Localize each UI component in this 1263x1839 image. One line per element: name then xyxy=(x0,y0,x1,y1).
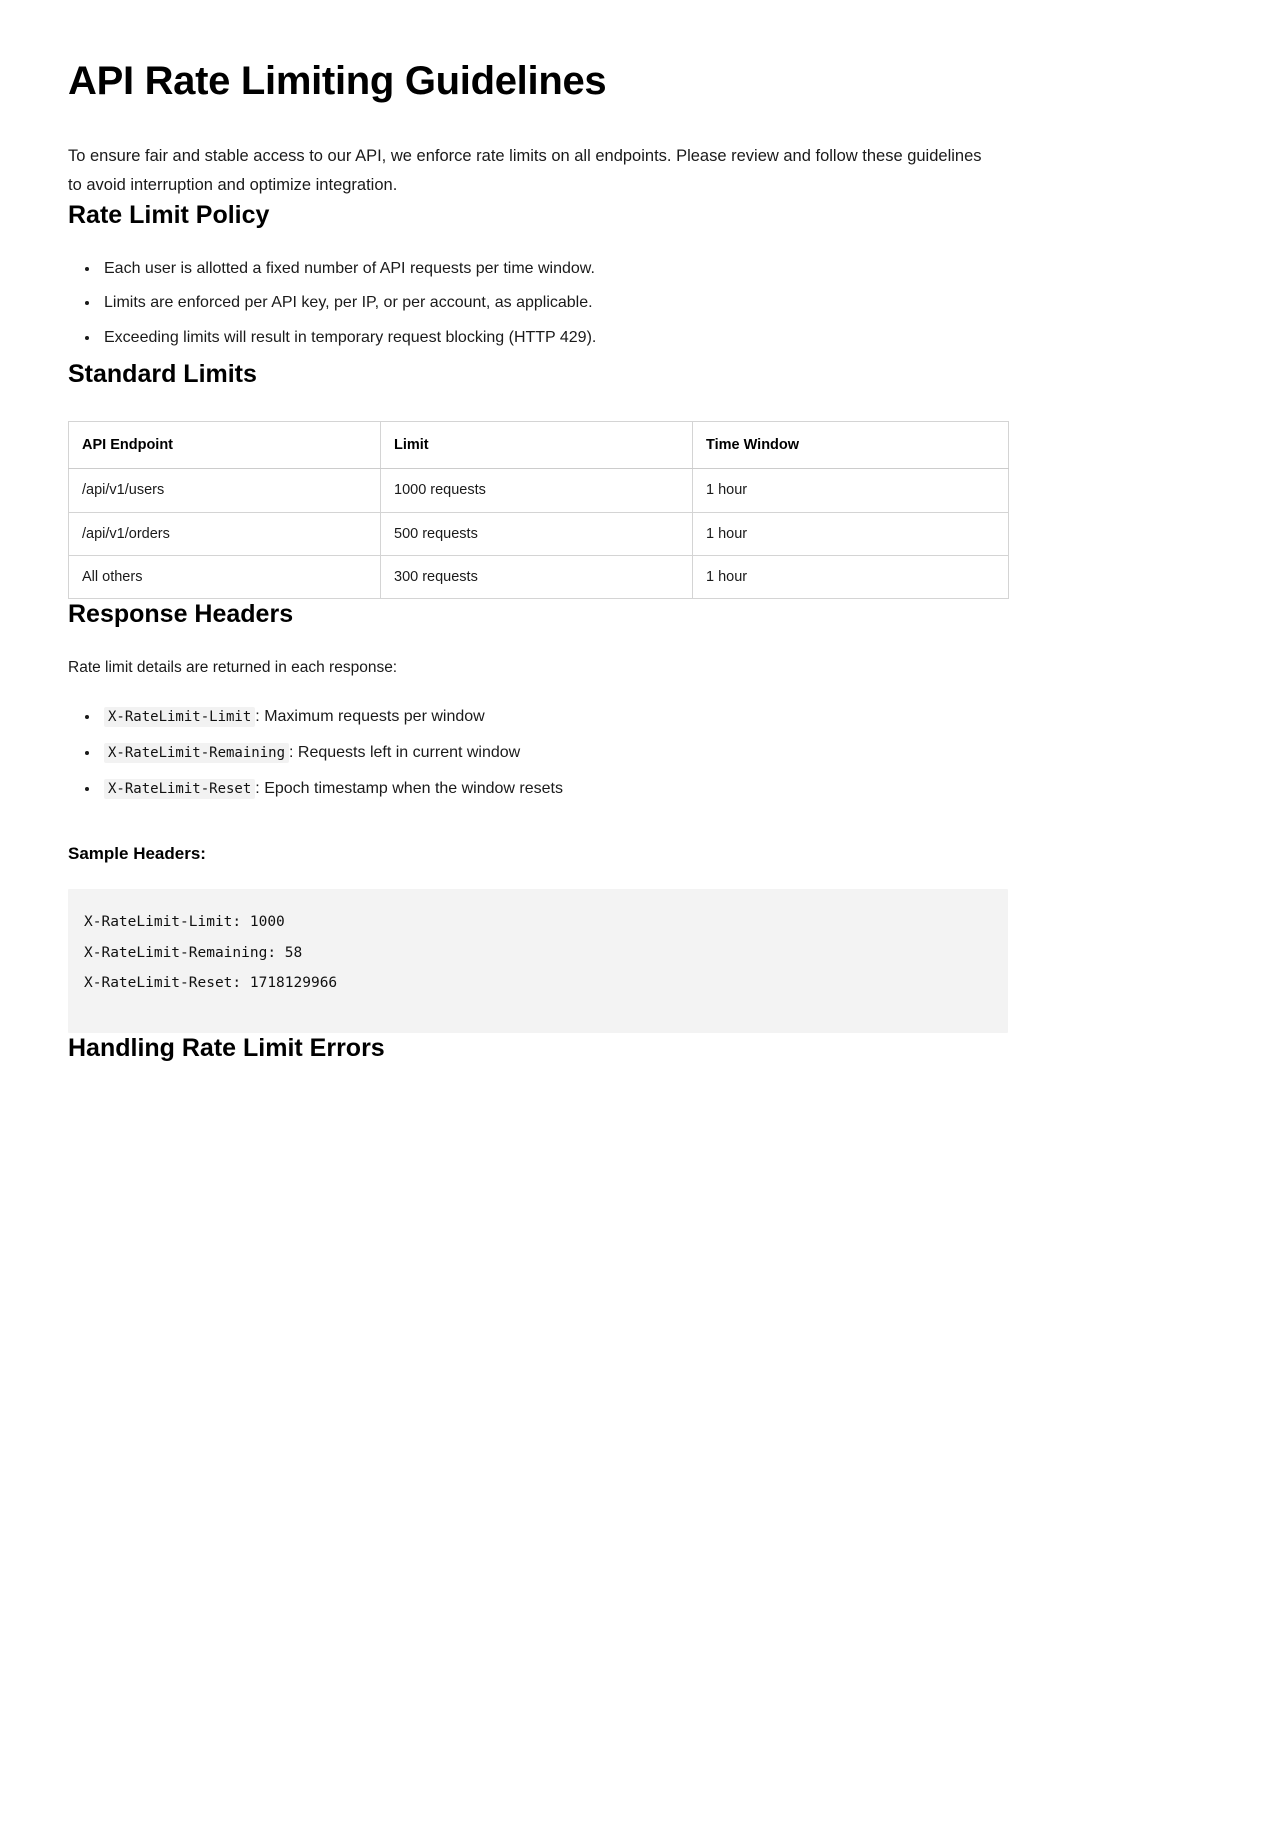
table-row xyxy=(69,469,1009,512)
list-item xyxy=(100,703,1008,730)
column-header-api-endpoint: API Endpoint xyxy=(69,421,381,468)
page-title: API Rate Limiting Guidelines xyxy=(68,59,607,103)
code-span-ratelimit-limit: X-RateLimit-Limit xyxy=(104,707,255,727)
table-header-row xyxy=(69,421,1009,468)
list-item: • Each user is allotted a fixed number of API requests per time window. xyxy=(100,256,1008,282)
section-heading-response-headers: Response Headers xyxy=(68,600,294,629)
section-heading-handling-rate-limit-errors: Handling Rate Limit Errors xyxy=(68,1033,385,1062)
cell-api-endpoint: /api/v1/orders xyxy=(69,512,381,555)
sample-headers-code-block xyxy=(68,889,1008,1032)
rate-limit-policy-list xyxy=(68,256,1008,351)
standard-limits-table xyxy=(68,421,1009,599)
table-row xyxy=(69,512,1009,555)
list-item xyxy=(100,739,1008,766)
cell-time-window: 1 hour xyxy=(693,469,1009,512)
cell-limit: 500 requests xyxy=(381,512,693,555)
document-content xyxy=(68,58,1008,1063)
cell-time-window: 1 hour xyxy=(693,555,1009,598)
cell-api-endpoint: All others xyxy=(69,555,381,598)
section-heading-standard-limits: Standard Limits xyxy=(68,359,257,388)
code-line: X-RateLimit-Remaining: 58 xyxy=(84,944,303,961)
list-item: • Limits are enforced per API key, per IP, or per account, as applicable. xyxy=(100,290,1008,316)
cell-time-window: 1 hour xyxy=(693,512,1009,555)
section-heading-rate-limit-policy: Rate Limit Policy xyxy=(68,200,270,229)
intro-paragraph: To ensure fair and stable access to our API, we enforce rate limits on all endpoints. Please review and follow these guidelines to avoid interruption and optimize integration. xyxy=(68,147,982,194)
code-span-ratelimit-reset: X-RateLimit-Reset xyxy=(104,779,255,799)
subheading-sample-headers: Sample Headers: xyxy=(68,844,206,864)
list-item-description: : Maximum requests per window xyxy=(255,707,485,725)
table-header xyxy=(69,421,1009,468)
column-header-time-window: Time Window xyxy=(693,421,1009,468)
list-item xyxy=(100,775,1008,802)
cell-limit: 300 requests xyxy=(381,555,693,598)
list-item-description: : Epoch timestamp when the window resets xyxy=(255,780,563,798)
cell-limit: 1000 requests xyxy=(381,469,693,512)
response-headers-lead: Rate limit details are returned in each response: xyxy=(68,659,398,677)
code-span-ratelimit-remaining: X-RateLimit-Remaining xyxy=(104,743,289,763)
response-headers-list xyxy=(68,703,1008,803)
cell-api-endpoint: /api/v1/users xyxy=(69,469,381,512)
list-item: • Exceeding limits will result in temporary request blocking (HTTP 429). xyxy=(100,325,1008,351)
table-row xyxy=(69,555,1009,598)
list-item-description: : Requests left in current window xyxy=(289,744,521,762)
column-header-limit: Limit xyxy=(381,421,693,468)
code-line: X-RateLimit-Limit: 1000 xyxy=(84,914,285,931)
table-body xyxy=(69,469,1009,599)
code-line: X-RateLimit-Reset: 1718129966 xyxy=(84,975,338,992)
